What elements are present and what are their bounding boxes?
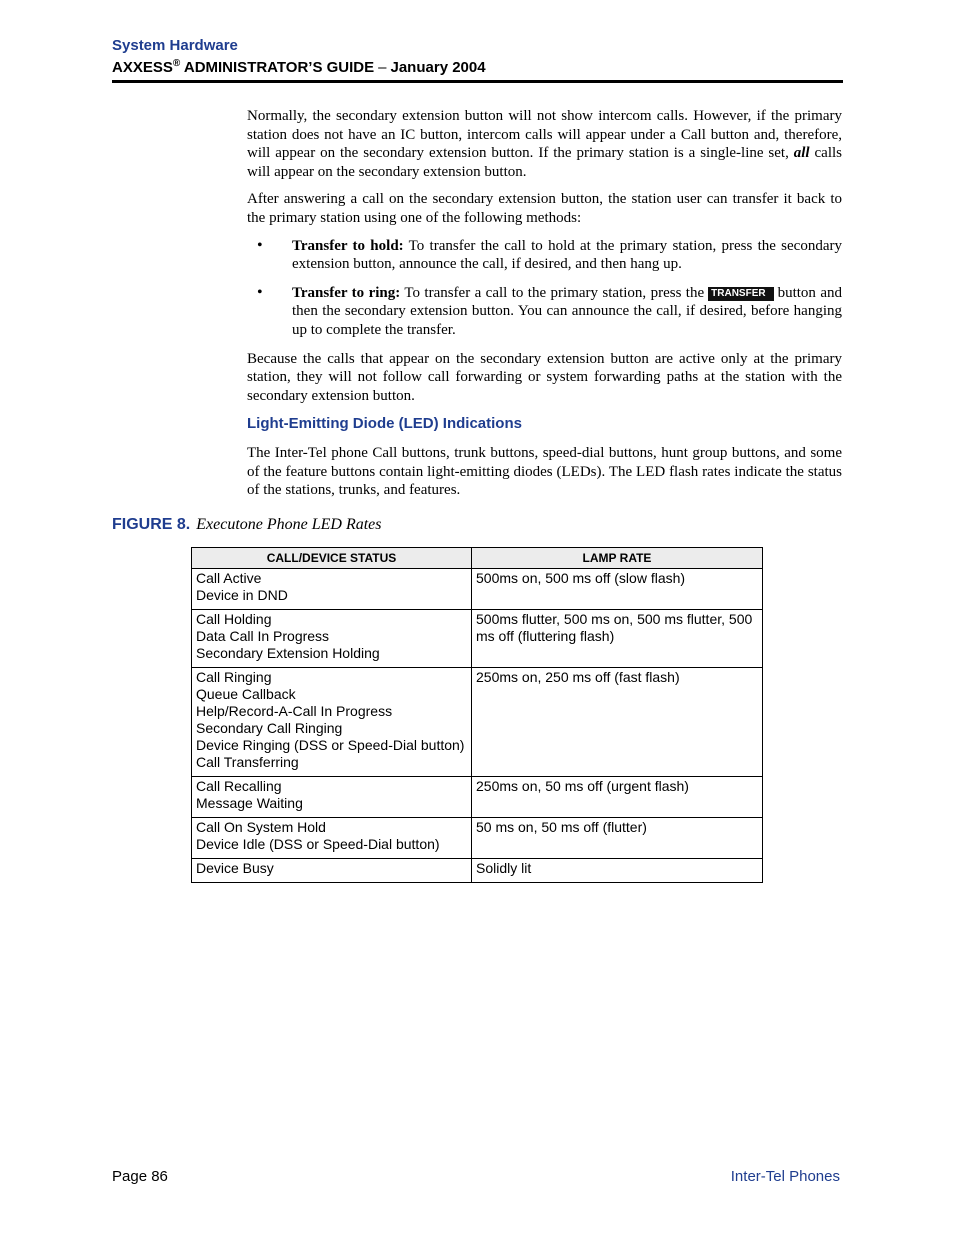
status-cell <box>192 859 472 883</box>
paragraph-forwarding: Because the calls that appear on the secondary extension button are active only at the primary station, they will not follow call forwarding or system forwarding paths at the station with the secondary extension button. <box>247 350 842 404</box>
status-line: Data Call In Progress <box>196 628 330 644</box>
figure-title: Executone Phone LED Rates <box>196 516 382 533</box>
led-rates-table <box>191 547 763 883</box>
status-line: Call Recalling <box>196 778 282 794</box>
status-cell <box>192 668 472 777</box>
status-line: Call Active <box>196 570 262 586</box>
status-line: Device Idle (DSS or Speed-Dial button) <box>196 836 440 852</box>
status-line: Call On System Hold <box>196 819 326 835</box>
subheading-led: Light-Emitting Diode (LED) Indications <box>247 415 522 433</box>
body-text <box>247 107 842 509</box>
status-line: Device Ringing (DSS or Speed-Dial button) <box>196 737 465 753</box>
lamp-rate-cell: 250ms on, 50 ms off (urgent flash) <box>472 777 763 818</box>
status-line: Device in DND <box>196 587 288 603</box>
table-row <box>192 859 763 883</box>
status-cell <box>192 818 472 859</box>
guide-date: January 2004 <box>390 59 486 76</box>
status-line: Device Busy <box>196 860 274 876</box>
table-row <box>192 610 763 668</box>
status-line: Call Transferring <box>196 754 299 770</box>
table-row <box>192 818 763 859</box>
status-cell <box>192 569 472 610</box>
lamp-rate-cell: 250ms on, 250 ms off (fast flash) <box>472 668 763 777</box>
bullet-label: Transfer to hold: <box>292 237 404 254</box>
figure-caption <box>112 516 382 534</box>
bullet-label: Transfer to ring: <box>292 284 401 301</box>
emphasis-all: all <box>793 145 810 162</box>
lamp-rate-cell: 500ms flutter, 500 ms on, 500 ms flutter, 500 ms off (fluttering flash) <box>472 610 763 668</box>
table-row <box>192 569 763 610</box>
section-title: System Hardware <box>112 37 238 54</box>
lamp-rate-cell: Solidly lit <box>472 859 763 883</box>
table-row <box>192 668 763 777</box>
bullet-transfer-ring: • Transfer to ring: To transfer a call to the primary station, press the TRANSFER button and then the secondary extension button. You can announce the call, if desired, before hanging up to complete the transfer. <box>257 283 842 338</box>
status-line: Secondary Call Ringing <box>196 720 343 736</box>
paragraph-led: The Inter-Tel phone Call buttons, trunk buttons, speed-dial buttons, hunt group buttons, and some of the feature buttons contain light-emitting diodes (LEDs). The LED flash rates indicate the status of the stations, trunks, and features. <box>247 444 842 499</box>
guide-name: ADMINISTRATOR’S GUIDE <box>183 59 375 76</box>
column-header-status: CALL/DEVICE STATUS <box>192 548 472 569</box>
table-header-row <box>192 548 763 569</box>
status-line: Queue Callback <box>196 686 296 702</box>
column-header-rate: LAMP RATE <box>472 548 763 569</box>
status-line: Secondary Extension Holding <box>196 645 380 661</box>
status-line: Call Holding <box>196 611 272 627</box>
brand-name: AXXESS <box>112 59 173 76</box>
figure-number: FIGURE 8. <box>112 516 191 533</box>
bullet-transfer-hold: • Transfer to hold: To transfer the call to hold at the primary station, press the secondary extension button, announce the call, if desired, and then hang up. <box>257 236 842 273</box>
title-dash: – <box>378 59 387 76</box>
lamp-rate-cell: 500ms on, 500 ms off (slow flash) <box>472 569 763 610</box>
registered-mark: ® <box>172 58 181 69</box>
status-line: Help/Record-A-Call In Progress <box>196 703 393 719</box>
paragraph-transfer-intro: After answering a call on the secondary extension button, the station user can transfer it back to the primary station using one of the following methods: <box>247 191 842 226</box>
guide-title <box>112 58 843 83</box>
status-line: Call Ringing <box>196 669 272 685</box>
table-row <box>192 777 763 818</box>
paragraph-secondary-extension: Normally, the secondary extension button will not show intercom calls. However, if the primary station does not have an IC button, intercom calls will appear under a Call button and, therefore, will appear on the secondary extension button. If the primary station is a single-line set, all calls will appear on the secondary extension button. <box>247 108 842 180</box>
page-header <box>112 37 843 83</box>
chapter-name: Inter-Tel Phones <box>730 1168 840 1185</box>
status-cell <box>192 610 472 668</box>
bullet-dot: • <box>257 283 263 301</box>
status-cell <box>192 777 472 818</box>
status-line: Message Waiting <box>196 795 303 811</box>
transfer-key-graphic: TRANSFER <box>708 287 773 301</box>
bullet-dot: • <box>257 236 263 254</box>
page-number: Page 86 <box>112 1168 168 1185</box>
lamp-rate-cell: 50 ms on, 50 ms off (flutter) <box>472 818 763 859</box>
